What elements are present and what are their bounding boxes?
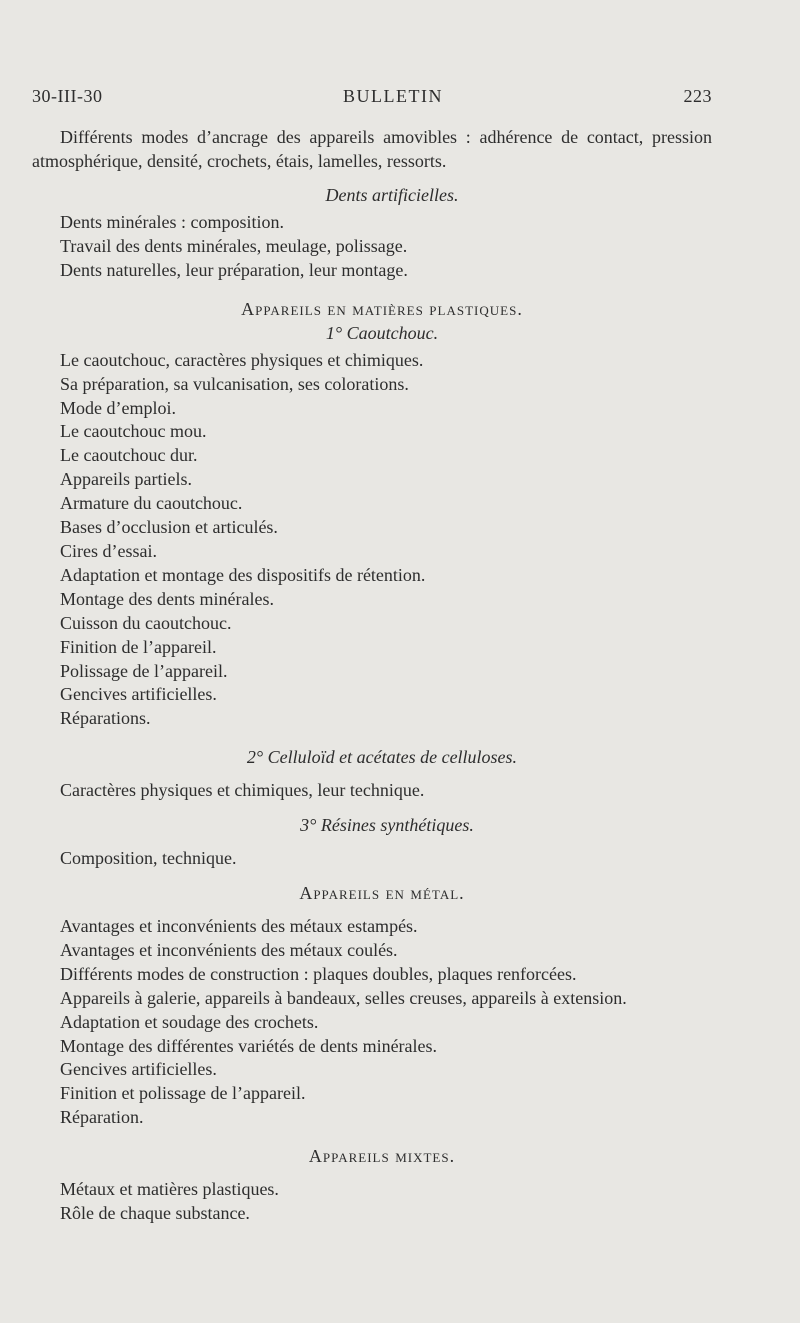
list-item: Avantages et inconvénients des métaux estampés. [60, 916, 418, 937]
list-item: Réparation. [60, 1107, 144, 1128]
list-item: Bases d’occlusion et articulés. [60, 517, 278, 538]
list-item: Dents naturelles, leur préparation, leur montage. [60, 259, 408, 280]
running-header [32, 86, 712, 107]
page-body [32, 126, 712, 1226]
page-number: 223 [683, 86, 712, 106]
intro-paragraph: Différents modes d’ancrage des appareils amovibles : adhérence de contact, pression atmosphérique, densité, crochets, étais, lamelles, ressorts. [32, 127, 712, 171]
heading-celluloid: 2° Celluloïd et acétates de celluloses. [246, 747, 518, 768]
list-item: Finition et polissage de l’appareil. [60, 1083, 306, 1104]
list-item: Le caoutchouc dur. [60, 445, 198, 466]
heading-caoutchouc: 1° Caoutchouc. [325, 322, 439, 343]
heading-appareils-plastiques: Appareils en matières plastiques. [241, 298, 523, 319]
heading-dents-artificielles: Dents artificielles. [325, 185, 459, 205]
list-item: Polissage de l’appareil. [60, 660, 228, 681]
list-item: Finition de l’appareil. [60, 636, 217, 657]
header-title: BULLETIN [343, 86, 443, 106]
heading-appareils-metal: Appareils en métal. [299, 883, 465, 904]
list-item: Avantages et inconvénients des métaux coulés. [60, 939, 398, 960]
list-item: Métaux et matières plastiques. [60, 1179, 279, 1200]
list-item: Cuisson du caoutchouc. [60, 612, 232, 633]
list-item: Le caoutchouc, caractères physiques et chimiques. [60, 349, 424, 370]
list-item: Gencives artificielles. [60, 684, 217, 705]
list-item: Montage des différentes variétés de dents minérales. [60, 1035, 438, 1056]
list-item: Rôle de chaque substance. [60, 1203, 250, 1224]
list-item: Appareils partiels. [60, 469, 192, 490]
heading-resines: 3° Résines synthétiques. [300, 815, 474, 836]
list-item: Sa préparation, sa vulcanisation, ses colorations. [60, 373, 409, 394]
heading-appareils-mixtes: Appareils mixtes. [308, 1146, 456, 1167]
list-item: Composition, technique. [60, 848, 237, 869]
list-item: Mode d’emploi. [60, 397, 176, 418]
header-date: 30-III-30 [32, 86, 103, 106]
list-item: Adaptation et soudage des crochets. [60, 1011, 319, 1032]
list-item: Adaptation et montage des dispositifs de rétention. [60, 564, 426, 585]
list-item: Différents modes de construction : plaques doubles, plaques renforcées. [60, 963, 577, 984]
list-item: Gencives artificielles. [60, 1059, 217, 1080]
list-item: Travail des dents minérales, meulage, polissage. [60, 235, 408, 256]
list-item: Cires d’essai. [60, 540, 157, 561]
list-item: Armature du caoutchouc. [60, 493, 243, 514]
list-item: Caractères physiques et chimiques, leur technique. [60, 780, 425, 801]
list-item: Le caoutchouc mou. [60, 421, 207, 442]
list-item-long: Appareils à galerie, appareils à bandeaux, selles creuses, appareils à extension. [60, 987, 627, 1008]
list-item: Montage des dents minérales. [60, 588, 274, 609]
list-item: Réparations. [60, 708, 151, 729]
list-item: Dents minérales : composition. [60, 212, 284, 232]
